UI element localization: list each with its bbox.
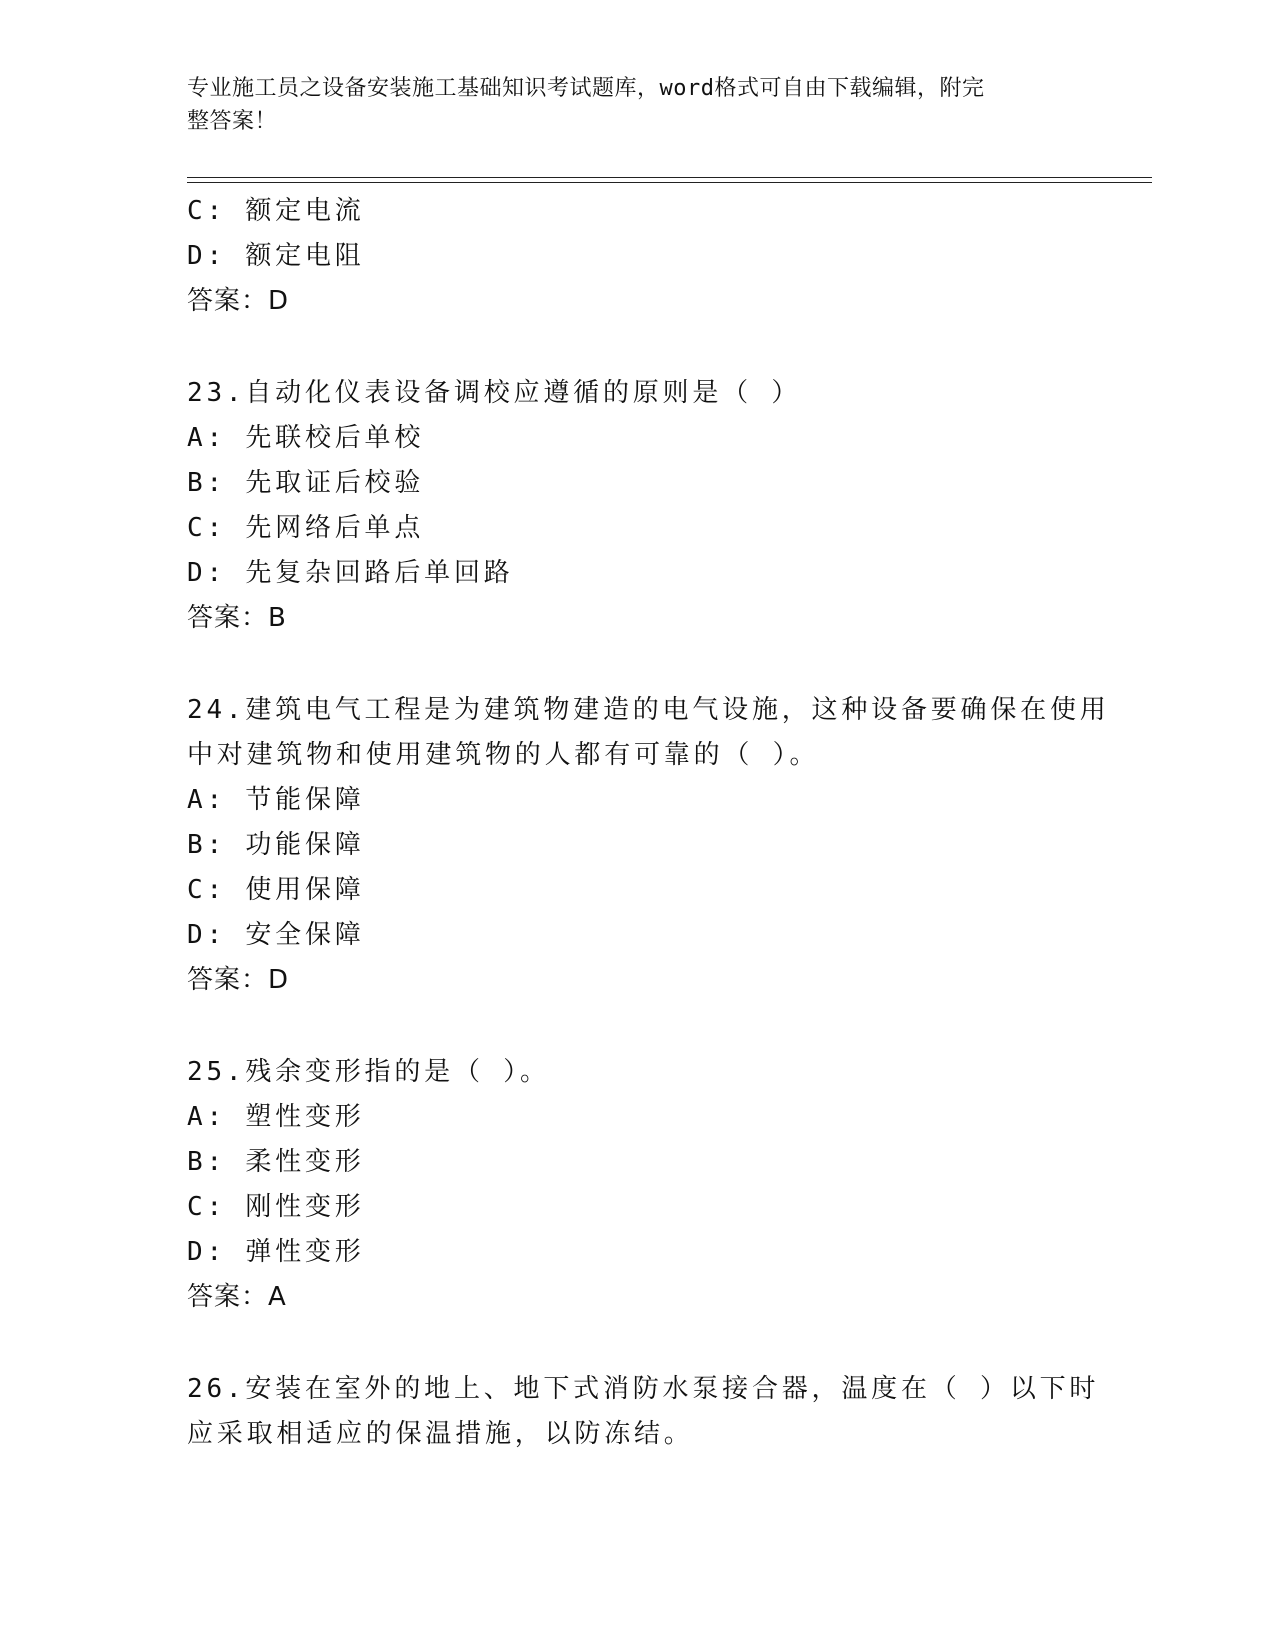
question-stem-continued: 中对建筑物和使用建筑物的人都有可靠的（ ）。 (187, 740, 820, 770)
question-25 (187, 1050, 1127, 1320)
header-divider-bottom (187, 182, 1152, 183)
question-list (187, 189, 1127, 1457)
header-line-2: 整答案！ (187, 109, 278, 134)
option-b: B: 柔性变形 (187, 1147, 365, 1177)
header-divider-top (187, 177, 1152, 178)
answer: 答案：D (187, 965, 290, 995)
option-c: C: 使用保障 (187, 875, 365, 905)
header-line-1: 专业施工员之设备安装施工基础知识考试题库，word格式可自由下载编辑，附完 (187, 76, 985, 101)
question-stem: 26.安装在室外的地上、地下式消防水泵接合器，温度在（ ）以下时 (187, 1374, 1100, 1404)
option-c: C: 额定电流 (187, 196, 365, 226)
question-stem: 25.残余变形指的是（ ）。 (187, 1057, 550, 1087)
option-c: C: 刚性变形 (187, 1192, 365, 1222)
question-stem: 24.建筑电气工程是为建筑物建造的电气设施，这种设备要确保在使用 (187, 695, 1110, 725)
question-22-remainder (187, 189, 1127, 324)
option-d: D: 先复杂回路后单回路 (187, 558, 514, 588)
option-b: B: 功能保障 (187, 830, 365, 860)
option-a: A: 塑性变形 (187, 1102, 365, 1132)
answer: 答案：D (187, 286, 290, 316)
option-d: D: 弹性变形 (187, 1237, 365, 1267)
document-header (187, 72, 1087, 138)
answer: 答案：B (187, 603, 287, 633)
answer: 答案：A (187, 1282, 287, 1312)
option-d: D: 额定电阻 (187, 241, 365, 271)
question-stem-continued: 应采取相适应的保温措施，以防冻结。 (187, 1419, 694, 1449)
question-24 (187, 688, 1127, 1003)
option-d: D: 安全保障 (187, 920, 365, 950)
option-a: A: 先联校后单校 (187, 423, 425, 453)
question-26 (187, 1367, 1127, 1457)
option-a: A: 节能保障 (187, 785, 365, 815)
option-b: B: 先取证后校验 (187, 468, 425, 498)
question-stem: 23.自动化仪表设备调校应遵循的原则是（ ） (187, 378, 802, 408)
option-c: C: 先网络后单点 (187, 513, 425, 543)
question-23 (187, 371, 1127, 641)
